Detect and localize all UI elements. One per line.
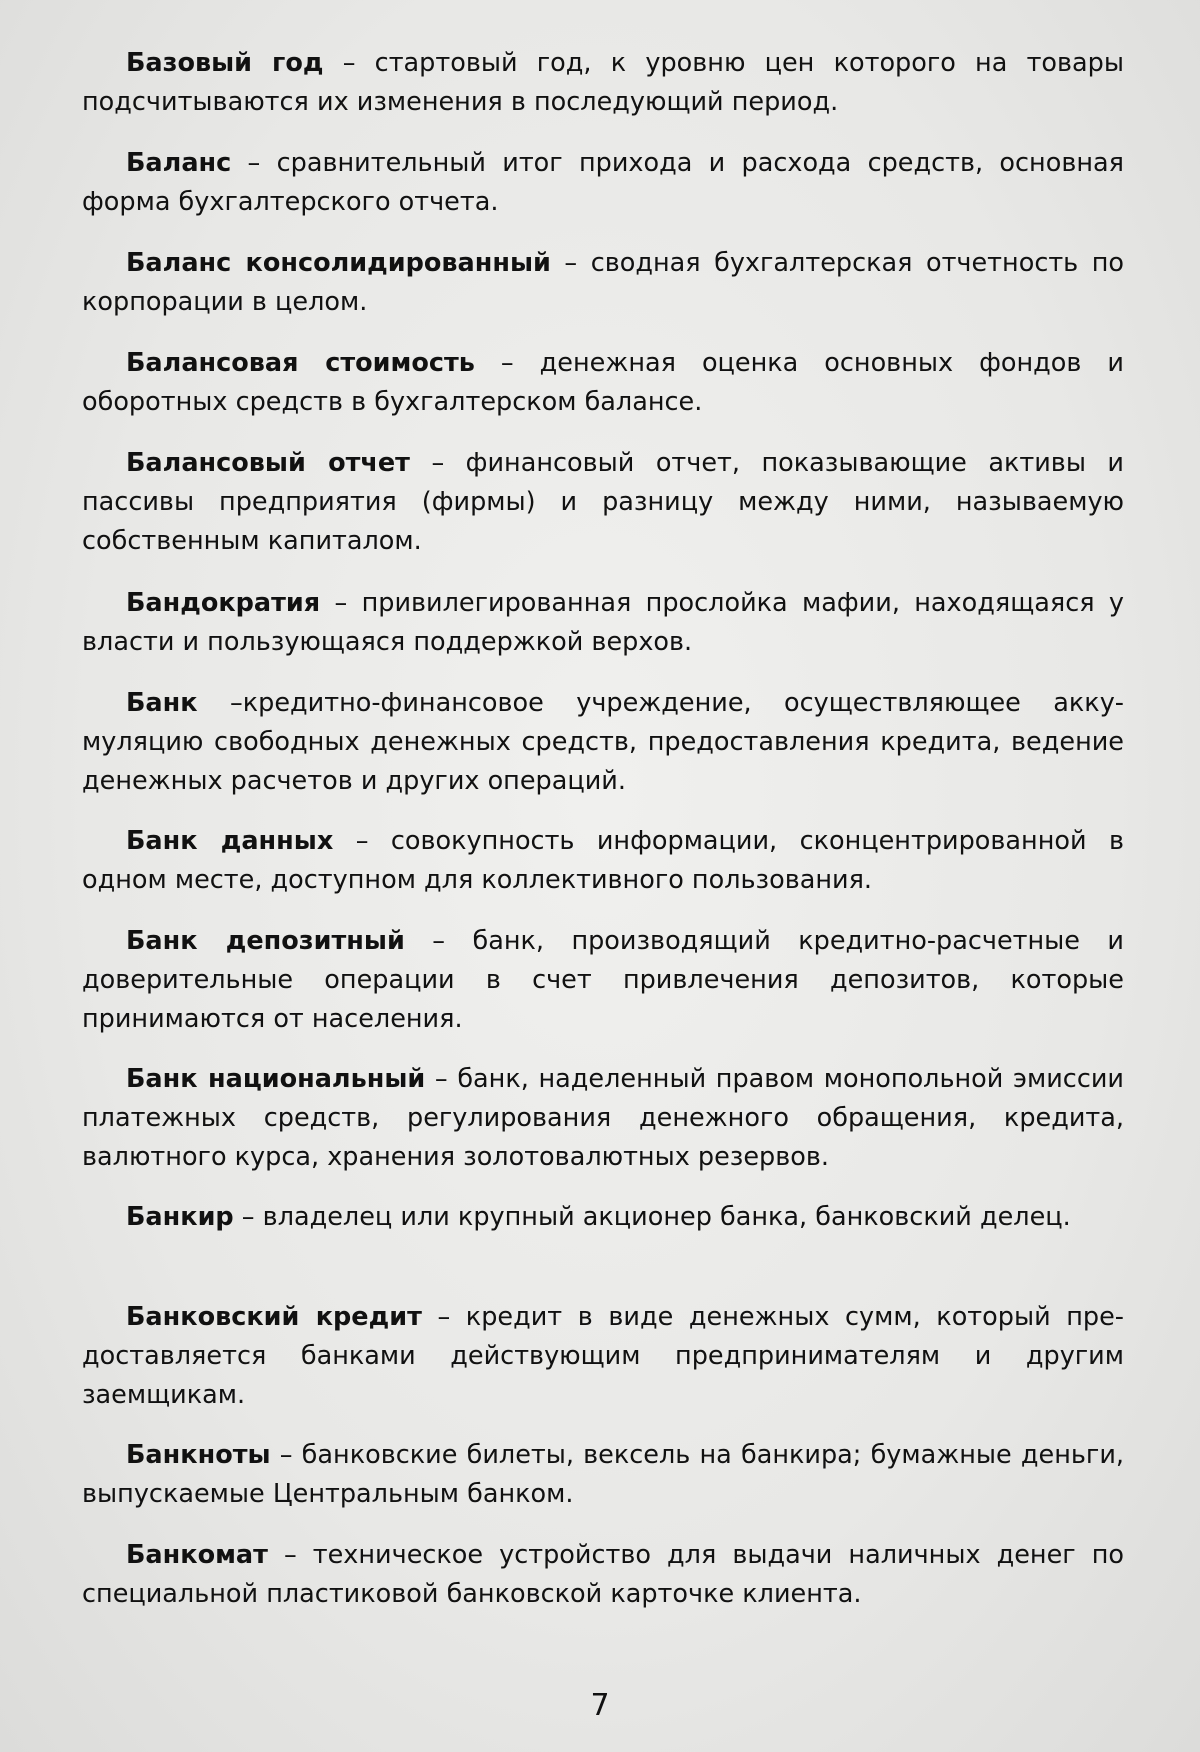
entry-definition: – сравнительный итог прихода и расхода средств, основная форма бухгалтерского отчета. [82, 148, 1124, 217]
glossary-entry [82, 922, 1124, 1039]
glossary-entry [82, 444, 1124, 561]
entry-definition: – владелец или крупный акционер банка, банковский делец. [233, 1202, 1071, 1232]
entry-definition: – привилегированная прослойка мафии, находящаяся у власти и пользующаяся поддержкой верхов. [82, 588, 1124, 657]
entry-term: Балансовый отчет [126, 448, 410, 478]
glossary-entry [82, 344, 1124, 422]
entry-term: Баланс консолидированный [126, 248, 551, 278]
glossary-entry [82, 1298, 1124, 1415]
glossary-entry [82, 584, 1124, 662]
entry-definition: – кредит в виде денежных сумм, который предоставляется банками действующим предпринимателям и другим заемщикам. [82, 1302, 1124, 1410]
entry-term: Банк депозитный [126, 926, 405, 956]
entry-term: Банкир [126, 1202, 234, 1232]
entry-definition: – банковские билеты, вексель на банкира; бумажные деньги, выпускаемые Центральным банком. [82, 1440, 1124, 1509]
glossary-entry [82, 244, 1124, 322]
entry-term: Баланс [126, 148, 232, 178]
entry-definition: –кредитно-финансовое учреждение, осуществляющее аккумуляцию свободных денежных средств, предоставления кредита, ведение денежных расчетов и других операций. [82, 688, 1124, 796]
glossary-entry [82, 684, 1124, 801]
glossary-entry [82, 1436, 1124, 1514]
entry-definition: – банк, производящий кредитно-расчетные и доверительные операции в счет привлечения депозитов, которые принимаются от населения. [82, 926, 1125, 1034]
entry-definition: – финансовый отчет, показывающие активы и пассивы предприятия (фирмы) и разницу между ними, называемую собственным капиталом. [82, 448, 1124, 556]
entry-term: Банковский кредит [126, 1302, 422, 1332]
glossary-entry [82, 1536, 1124, 1614]
glossary-entry [82, 44, 1124, 122]
entry-definition: – техническое устройство для выдачи наличных денег по специальной пластиковой банковской карточке клиента. [82, 1540, 1124, 1609]
entry-term: Банкноты [126, 1440, 271, 1470]
entry-term: Банкомат [126, 1540, 268, 1570]
entry-definition: – совокупность информации, сконцентрированной в одном месте, доступном для коллективного пользования. [82, 826, 1124, 895]
entry-definition: – сводная бухгалтерская отчетность по корпорации в целом. [82, 248, 1124, 317]
glossary-entry [82, 144, 1124, 222]
glossary-entry [82, 1198, 1124, 1237]
entry-term: Банк данных [126, 826, 334, 856]
glossary-entry [82, 1060, 1124, 1177]
glossary-entry [82, 822, 1124, 900]
page-number: 7 [590, 1688, 610, 1723]
entry-definition: – банк, наделенный правом монопольной эмиссии платежных средств, регулирования денежного обращения, кредита, валютного курса, хранения золотовалютных резервов. [82, 1064, 1124, 1172]
entry-term: Банк национальный [126, 1064, 426, 1094]
entry-term: Базовый год [126, 48, 324, 78]
entry-term: Балансовая стоимость [126, 348, 475, 378]
entry-term: Банк [126, 688, 198, 718]
entry-term: Бандократия [126, 588, 321, 618]
entry-definition: – стартовый год, к уровню цен которого на товары подсчитываются их изменения в последующий период. [82, 48, 1125, 117]
entry-definition: – денежная оценка основных фондов и оборотных средств в бухгалтерском балансе. [82, 348, 1124, 417]
